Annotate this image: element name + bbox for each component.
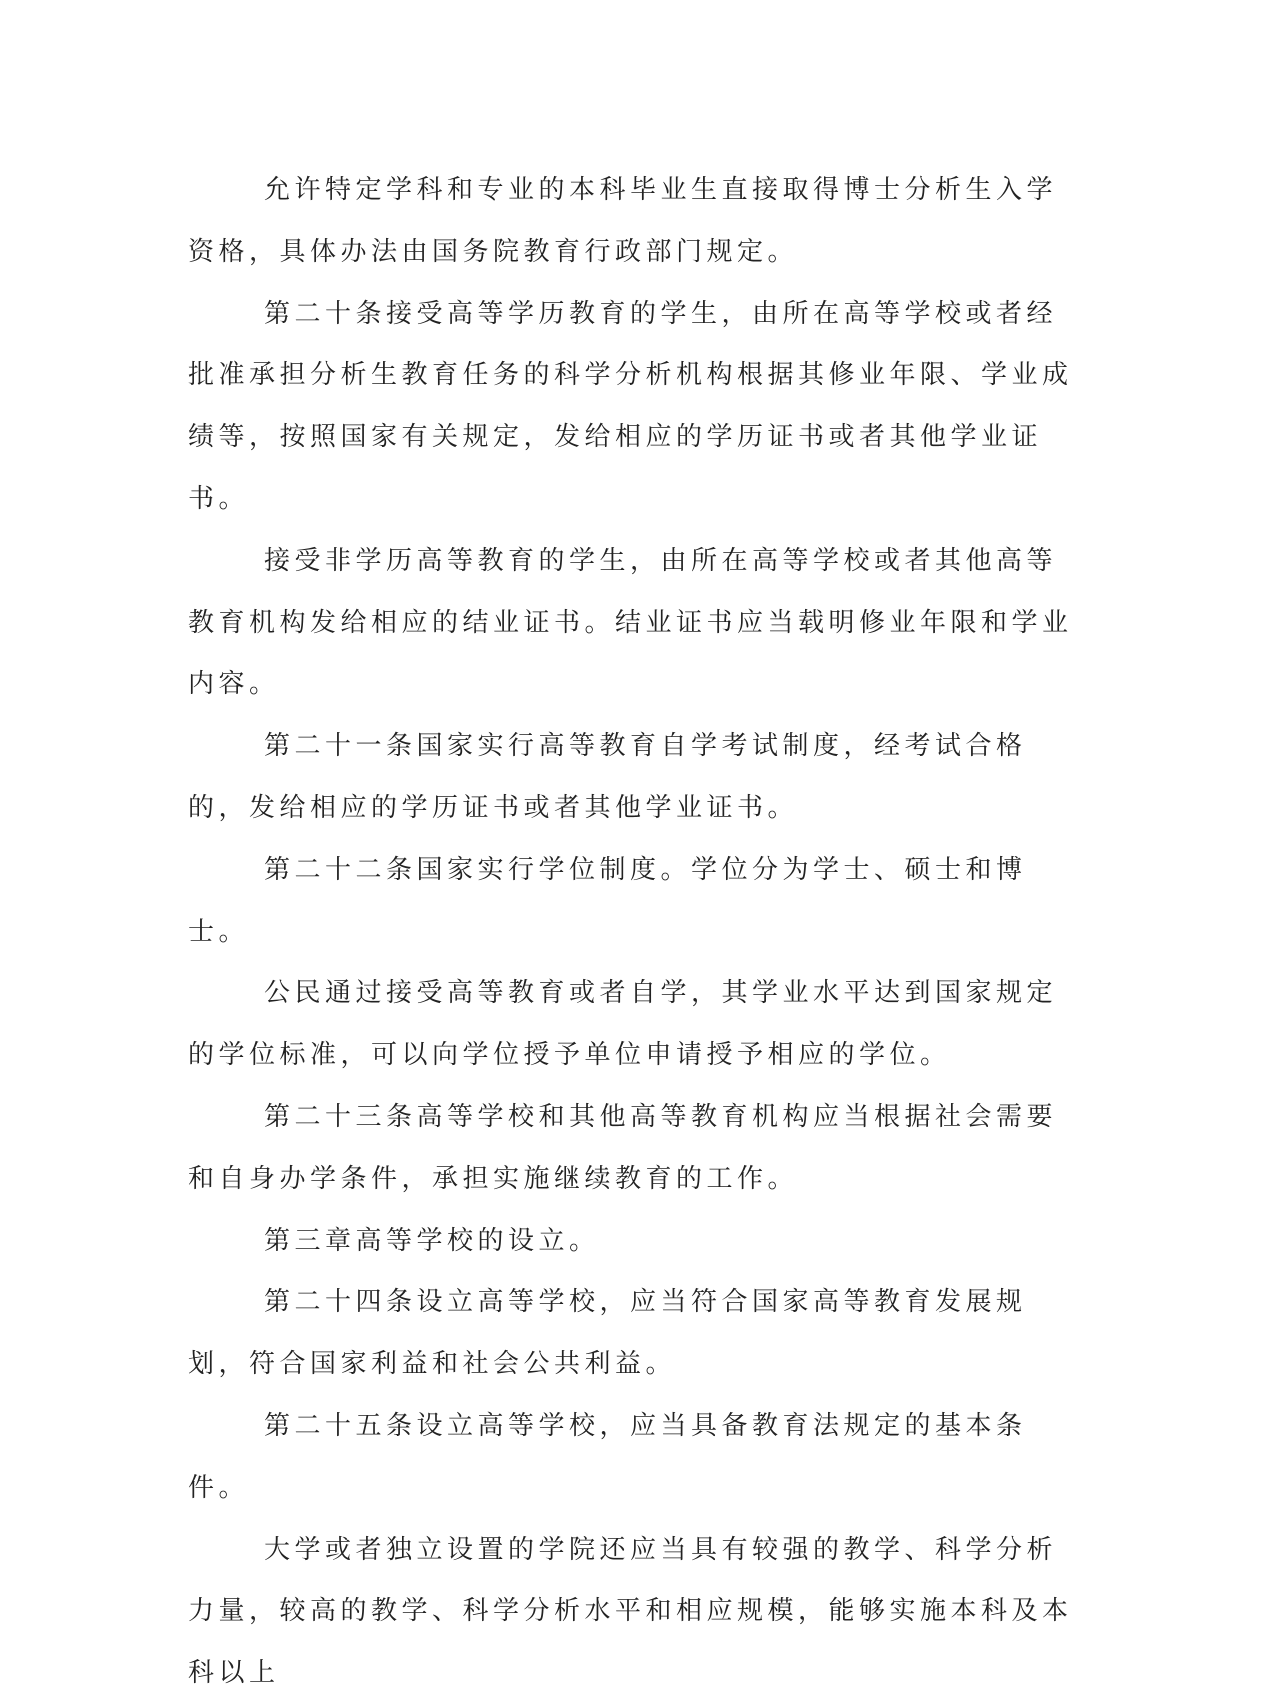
paragraph: 允许特定学科和专业的本科毕业生直接取得博士分析生入学资格，具体办法由国务院教育行政部门规定。	[188, 175, 1058, 267]
document-body	[188, 160, 1078, 1705]
paragraph: 公民通过接受高等教育或者自学，其学业水平达到国家规定的学位标准，可以向学位授予单位申请授予相应的学位。	[188, 978, 1058, 1071]
paragraph: 第二十一条国家实行高等教育自学考试制度，经考试合格的，发给相应的学历证书或者其他学业证书。	[188, 731, 1027, 823]
paragraph: 第三章高等学校的设立。	[264, 1225, 600, 1256]
paragraph: 第二十五条设立高等学校，应当具备教育法规定的基本条件。	[188, 1410, 1027, 1503]
paragraph: 第二十二条国家实行学位制度。学位分为学士、硕士和博士。	[188, 854, 1027, 947]
paragraph: 第二十四条设立高等学校，应当符合国家高等教育发展规划，符合国家利益和社会公共利益。	[188, 1287, 1027, 1380]
paragraph: 大学或者独立设置的学院还应当具有较强的教学、科学分析力量，较高的教学、科学分析水平和相应规模，能够实施本科及本科以上	[188, 1534, 1073, 1689]
paragraph: 接受非学历高等教育的学生，由所在高等学校或者其他高等教育机构发给相应的结业证书。结业证书应当载明修业年限和学业内容。	[188, 545, 1073, 700]
paragraph: 第二十三条高等学校和其他高等教育机构应当根据社会需要和自身办学条件，承担实施继续教育的工作。	[188, 1101, 1058, 1194]
paragraph: 第二十条接受高等学历教育的学生，由所在高等学校或者经批准承担分析生教育任务的科学分析机构根据其修业年限、学业成绩等，按照国家有关规定，发给相应的学历证书或者其他学业证书。	[188, 298, 1073, 514]
